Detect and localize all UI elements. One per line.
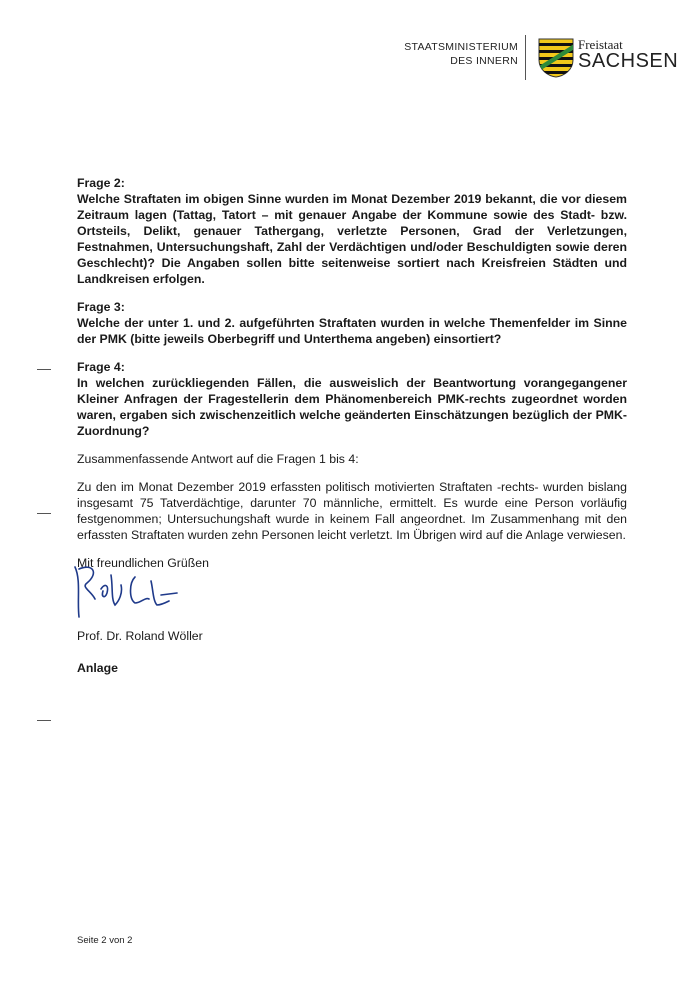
signature-block	[77, 567, 627, 643]
coat-of-arms-icon	[538, 38, 574, 78]
question-2	[77, 175, 627, 287]
ministry-line-1: STAATSMINISTERIUM	[404, 41, 518, 53]
question-text: Welche der unter 1. und 2. aufgeführten Straftaten wurden in welche Themenfelder im Sinne der PMK (bitte jeweils Oberbegriff und Unterthema angeben) einsortiert?	[77, 316, 627, 346]
state-word-sachsen: SACHSEN	[578, 50, 679, 72]
handwritten-signature-icon	[65, 555, 215, 635]
ministry-line-2: DES INNERN	[450, 55, 518, 67]
question-text: In welchen zurückliegenden Fällen, die ausweislich der Beantwortung vorangegangener Kleiner Anfragen der Fragestellerin dem Phänomenbereich PMK-rechts zugeordnet worden waren, ergaben sich zwischenzeitlich welche geänderten Einschätzungen bezüglich der PMK-Zuordnung?	[77, 376, 627, 438]
fold-mark	[37, 369, 51, 370]
answer-intro: Zusammenfassende Antwort auf die Fragen 1 bis 4:	[77, 452, 359, 466]
header-divider	[525, 35, 526, 80]
annex-label: Anlage	[77, 661, 118, 675]
fold-mark	[37, 513, 51, 514]
closing-greeting: Mit freundlichen Grüßen	[77, 556, 209, 570]
signer-name: Prof. Dr. Roland Wöller	[77, 629, 203, 643]
question-label: Frage 4:	[77, 360, 125, 374]
question-label: Frage 2:	[77, 176, 125, 190]
question-4	[77, 359, 627, 439]
ministry-name	[404, 40, 518, 68]
fold-mark	[37, 720, 51, 721]
question-label: Frage 3:	[77, 300, 125, 314]
answer-body: Zu den im Monat Dezember 2019 erfassten politisch motivierten Straftaten -rechts- wurden bislang insgesamt 75 Tatverdächtige, darunter 70 männliche, ermittelt. Es wurde eine Person vorläufig festgenommen; Untersuchungshaft wurde in keinem Fall angeordnet. Im Zusammenhang mit den erfassten Straftaten wurden zehn Personen leicht verletzt. Im Übrigen wird auf die Anlage verwiesen.	[77, 480, 627, 542]
state-word-freistaat: Freistaat	[578, 37, 623, 52]
page-number: Seite 2 von 2	[77, 935, 133, 946]
question-text: Welche Straftaten im obigen Sinne wurden im Monat Dezember 2019 bekannt, die vor diesem Zeitraum lagen (Tattag, Tatort – mit genauer Angabe der Kommune sowie des Stadt- bzw. Ortsteils, Delikt, genauer Tathergang, verletzte Personen, Grad der Verletzungen, Festnahmen, Untersuchungshaft, Zahl der Verdächtigen und/oder Beschuldigten sowie deren Geschlecht)? Die Angaben sollen bitte seitenweise sortiert nach Kreisfreien Städten und Landkreisen erfolgen.	[77, 192, 627, 286]
question-3	[77, 299, 627, 347]
letter-body	[77, 175, 627, 675]
